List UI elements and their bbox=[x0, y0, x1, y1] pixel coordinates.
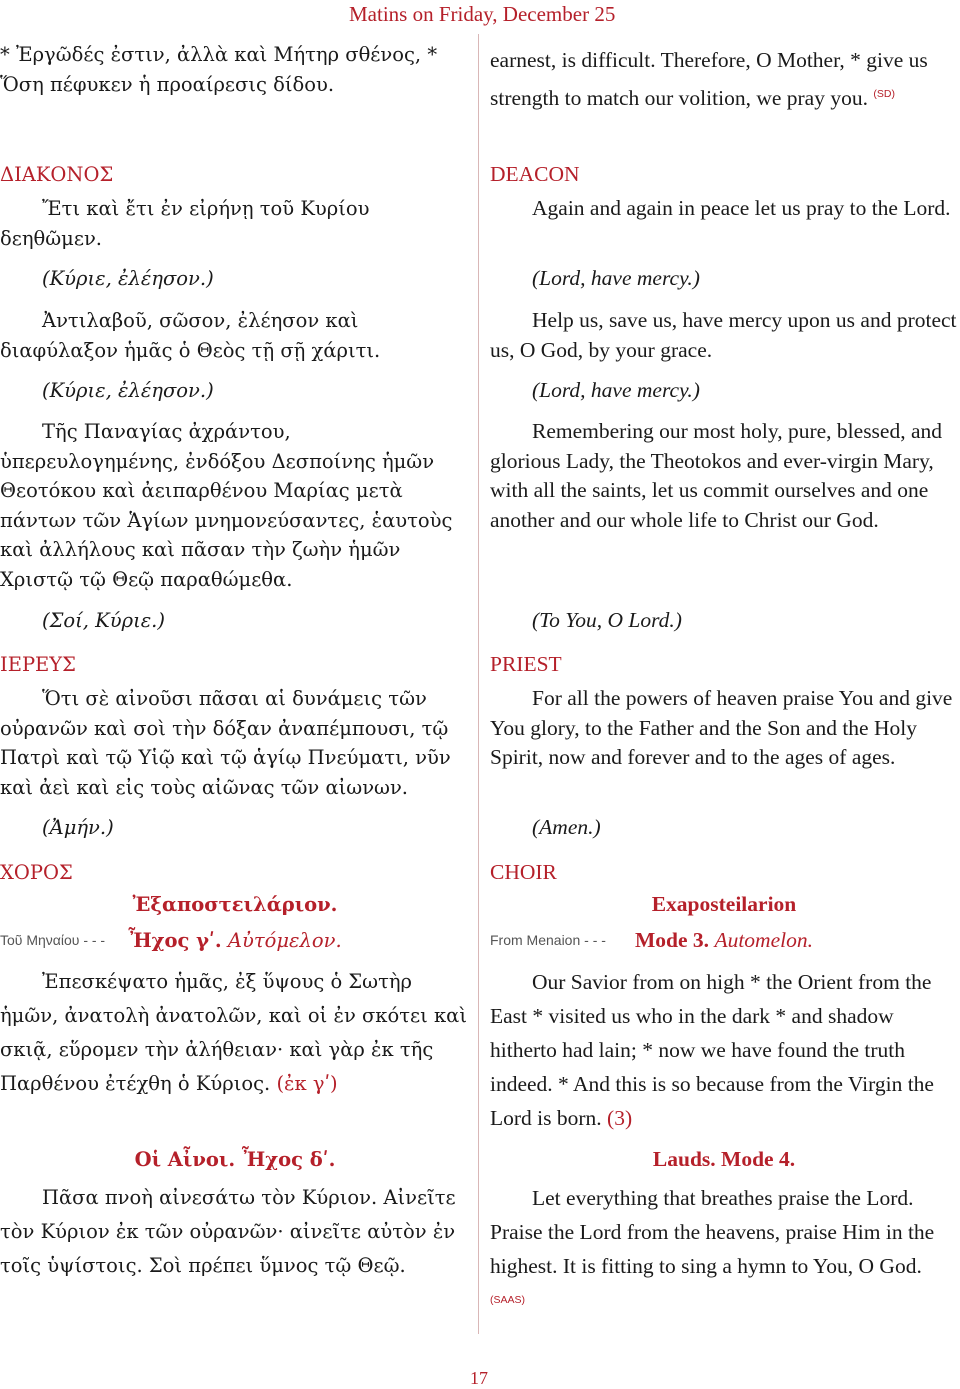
greek-hymn-repeat: (ἐκ γʹ) bbox=[276, 1072, 338, 1095]
greek-hymn bbox=[0, 965, 470, 1101]
greek-column bbox=[0, 40, 470, 1277]
english-choir-label: CHOIR bbox=[490, 860, 557, 884]
greek-response-2: (Κύριε, ἐλέησον.) bbox=[42, 379, 214, 402]
greek-deacon-label: ΔΙΑΚΟΝΟΣ bbox=[0, 163, 114, 186]
greek-exclamation: Ὅτι σὲ αἰνοῦσι πᾶσαι αἱ δυνάμεις τῶν οὐρανῶν καὶ σοὶ τὴν δόξαν ἀναπέμπουσι, τῷ Πατρὶ καὶ τῷ Υἱῷ καὶ τῷ ἁγίῳ Πνεύματι, νῦν καὶ ἀεὶ καὶ εἰς τοὺς αἰῶνας τῶν αἰωνων. bbox=[0, 687, 451, 799]
greek-response-4: (Ἀμήν.) bbox=[42, 816, 114, 839]
page-header: Matins on Friday, December 25 bbox=[349, 2, 616, 26]
greek-mode-row bbox=[0, 920, 470, 950]
english-litany-3: Remembering our most holy, pure, blessed, and glorious Lady, the Theotokos and ever-virgin Mary, with all the saints, let us commit ourselves and one another and our whole life to Christ our God. bbox=[490, 419, 943, 532]
english-hymn bbox=[490, 965, 958, 1135]
greek-verse-end: * Ἐργῶδές ἐστιν, ἀλλὰ καὶ Μήτηρ σθένος, * Ὅση πέφυκεν ἡ προαίρεσις δίδου. bbox=[0, 43, 438, 96]
english-priest-label: PRIEST bbox=[490, 652, 562, 676]
english-verse-end bbox=[490, 43, 958, 115]
english-hymn-text: Our Savior from on high * the Orient from the East * visited us who in the dark * and shadow hitherto had lain; * now we have found the truth indeed. * And this is so because from the Virgin the Lord is born. bbox=[490, 970, 934, 1130]
english-verse-text: earnest, is difficult. Therefore, O Mother, * give us strength to match our volition, we pray you. bbox=[490, 48, 928, 111]
page-number: 17 bbox=[470, 1368, 488, 1388]
english-response-2: (Lord, have mercy.) bbox=[532, 378, 700, 402]
english-verse-source: (SD) bbox=[873, 88, 895, 100]
english-mode: Mode 3. bbox=[635, 928, 710, 952]
greek-response-3: (Σοί, Κύριε.) bbox=[42, 609, 165, 632]
english-mode-row bbox=[490, 920, 958, 950]
greek-priest-label: ΙΕΡΕΥΣ bbox=[0, 653, 76, 676]
greek-lauds-title: Οἱ Αἶνοι. Ἦχος δʹ. bbox=[134, 1148, 336, 1171]
greek-response-1: (Κύριε, ἐλέησον.) bbox=[42, 267, 214, 290]
greek-lauds-verse: Πᾶσα πνοὴ αἰνεσάτω τὸν Κύριον. Αἰνεῖτε τὸν Κύριον ἐκ τῶν οὐρανῶν· αἰνεῖτε αὐτὸν ἐν τοῖς ὑψίστοις. Σοὶ πρέπει ὕμνος τῷ Θεῷ. bbox=[0, 1186, 456, 1277]
greek-mode: Ἦχος γʹ. bbox=[128, 929, 222, 952]
english-deacon-label: DEACON bbox=[490, 162, 580, 186]
greek-litany-1: Ἔτι καὶ ἔτι ἐν εἰρήνῃ τοῦ Κυρίου δεηθῶμεν. bbox=[0, 197, 370, 250]
greek-exaposteilarion-title: Ἐξαποστειλάριον. bbox=[132, 893, 338, 916]
english-source: From Menaion - - - bbox=[490, 932, 606, 948]
english-exaposteilarion-title: Exaposteilarion bbox=[651, 892, 797, 916]
english-response-3: (To You, O Lord.) bbox=[532, 608, 682, 632]
english-hymn-repeat: (3) bbox=[607, 1106, 633, 1130]
greek-choir-label: ΧΟΡΟΣ bbox=[0, 861, 73, 884]
greek-litany-3: Τῆς Παναγίας ἀχράντου, ὑπερευλογημένης, ἐνδόξου Δεσποίνης ἡμῶν Θεοτόκου καὶ ἀειπαρθένου Μαρίας μετὰ πάντων τῶν Ἁγίων μνημονεύσαντες, ἑαυτοὺς καὶ ἀλλήλους καὶ πᾶσαν τὴν ζωὴν ἡμῶν Χριστῷ τῷ Θεῷ παραθώμεθα. bbox=[0, 420, 453, 591]
english-lauds-title: Lauds. Mode 4. bbox=[652, 1147, 796, 1171]
english-response-1: (Lord, have mercy.) bbox=[532, 266, 700, 290]
greek-source: Τοῦ Μηναίου - - - bbox=[0, 932, 106, 948]
english-response-4: (Amen.) bbox=[532, 815, 601, 839]
english-automelon: Automelon. bbox=[714, 928, 813, 952]
greek-litany-2: Ἀντιλαβοῦ, σῶσον, ἐλέησον καὶ διαφύλαξον ἡμᾶς ὁ Θεὸς τῇ σῇ χάριτι. bbox=[0, 309, 381, 362]
english-lauds-verse bbox=[490, 1181, 958, 1321]
english-column bbox=[490, 40, 958, 1306]
english-exclamation: For all the powers of heaven praise You and give You glory, to the Father and the Son and the Holy Spirit, now and forever and to the ages of ages. bbox=[490, 686, 953, 769]
english-litany-1: Again and again in peace let us pray to the Lord. bbox=[532, 196, 951, 220]
column-divider bbox=[478, 34, 479, 1334]
greek-automelon: Αὐτόμελον. bbox=[227, 929, 342, 952]
english-lauds-text: Let everything that breathes praise the Lord. Praise the Lord from the heavens, praise Him in the highest. It is fitting to sing a hymn to You, O God. bbox=[490, 1186, 935, 1278]
english-litany-2: Help us, save us, have mercy upon us and protect us, O God, by your grace. bbox=[490, 308, 957, 362]
english-lauds-source: (SAAS) bbox=[490, 1294, 526, 1306]
greek-hymn-text: Ἐπεσκέψατο ἡμᾶς, ἐξ ὕψους ὁ Σωτὴρ ἡμῶν, ἀνατολὴ ἀνατολῶν, καὶ οἱ ἐν σκότει καὶ σκιᾷ, εὕρομεν τὴν ἀλήθειαν· καὶ γὰρ ἐκ τῆς Παρθένου ἐτέχθη ὁ Κύριος. bbox=[0, 970, 467, 1095]
